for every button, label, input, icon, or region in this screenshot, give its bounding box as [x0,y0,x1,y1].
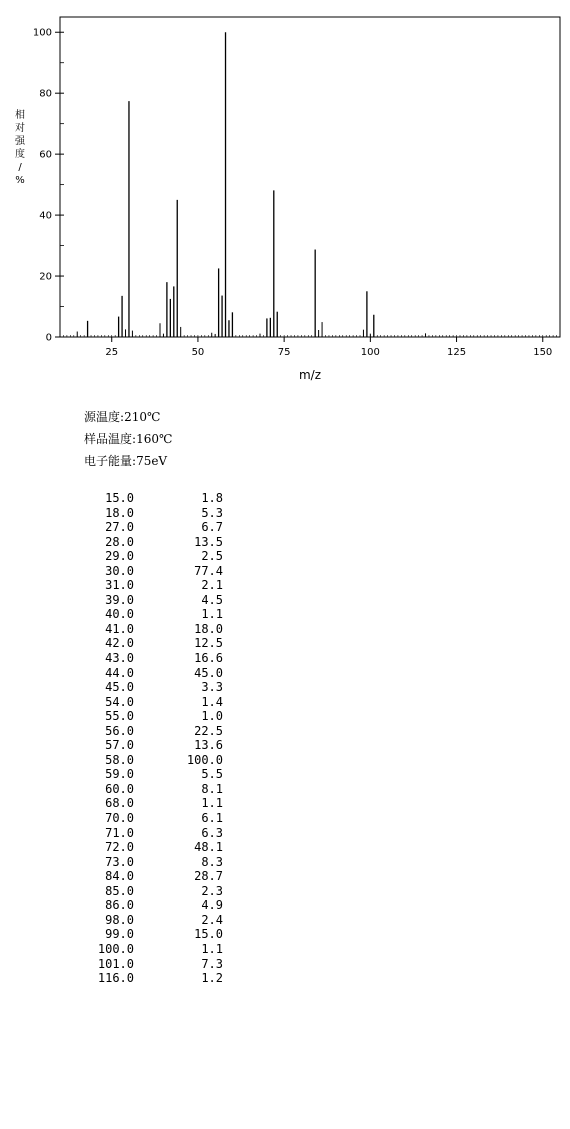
x-axis-label: m/z [298,368,322,382]
condition-row: 源温度:210℃ [84,410,161,424]
peak-row [80,593,223,608]
peak-row [80,942,223,957]
y-axis-label-char: 强 [15,136,25,147]
peak-row [80,782,223,797]
y-axis-label-char: % [15,175,25,186]
x-axis [105,337,552,358]
peak-row [80,855,223,870]
x-tick-label: 150 [533,347,553,358]
y-tick-label: 80 [39,88,52,100]
y-axis [33,28,64,344]
peak-mz: 57.0 [105,738,134,753]
peak-mz: 68.0 [105,796,134,811]
peak-row [80,927,223,942]
peak-row [80,636,223,651]
peak-intensity: 13.5 [194,534,223,549]
y-axis-label [15,108,26,186]
peak-mz: 100.0 [97,941,134,956]
plot-frame [60,17,560,337]
peak-row [80,826,223,841]
peak-intensity: 45.0 [194,665,223,680]
condition-label: 源温度 [84,410,121,424]
peak-row [80,869,223,884]
peak-intensity: 1.8 [201,491,223,505]
peak-mz: 43.0 [105,651,134,666]
peak-row [80,680,223,695]
peak-intensity: 12.5 [194,636,223,651]
peak-intensity: 3.3 [201,680,223,695]
peak-row [80,884,223,899]
peak-intensity: 2.4 [201,912,223,927]
peak-mz: 58.0 [105,752,134,767]
peak-mz: 70.0 [105,811,134,826]
condition-label: 样品温度 [84,432,133,446]
peak-row [80,971,223,986]
peak-row [80,651,223,666]
peak-row [80,666,223,681]
peak-mz: 59.0 [105,767,134,782]
y-axis-label-char: 相 [15,110,25,121]
peak-intensity: 4.9 [201,898,223,913]
peak-mz: 55.0 [105,709,134,724]
peak-row [80,913,223,928]
peak-intensity: 22.5 [194,723,223,738]
peak-row [80,491,223,506]
x-tick-label: 25 [105,347,119,358]
peak-mz: 29.0 [105,549,134,564]
peak-intensity: 6.1 [201,811,223,826]
peak-mz: 71.0 [105,825,134,840]
peak-row [80,709,223,724]
peak-row [80,695,223,710]
peak-intensity: 4.5 [201,592,223,607]
peak-intensity: 6.7 [201,520,223,535]
peak-intensity: 28.7 [194,869,223,884]
peak-row [80,578,223,593]
peak-row [80,898,223,913]
peak-row [80,622,223,637]
peak-row [80,549,223,564]
conditions-panel [84,406,172,472]
x-tick-label: 75 [277,347,291,358]
peak-intensity: 77.4 [194,563,223,578]
y-axis-label-char: / [18,162,22,173]
peak-mz: 45.0 [105,680,134,695]
peak-intensity: 18.0 [194,621,223,636]
peak-intensity: 8.3 [201,854,223,869]
peak-row [80,957,223,972]
peak-mz: 54.0 [105,694,134,709]
peak-mz: 30.0 [105,563,134,578]
peak-row [80,796,223,811]
peak-row [80,520,223,535]
peak-row [80,738,223,753]
peak-row [80,535,223,550]
x-tick-label: 100 [360,347,380,358]
peak-mz: 31.0 [105,578,134,593]
peak-row [80,753,223,768]
mass-spectrum-chart [0,0,570,390]
x-tick-label: 125 [447,347,467,358]
peak-row [80,506,223,521]
peak-mz: 86.0 [105,898,134,913]
peak-row [80,840,223,855]
condition-row: 样品温度:160℃ [84,432,173,446]
peak-intensity: 1.1 [201,941,223,956]
y-axis-label-char: 对 [15,123,25,134]
peak-mz: 72.0 [105,840,134,855]
y-axis-label-char: 度 [15,149,25,160]
peak-intensity: 2.1 [201,578,223,593]
peak-intensity: 2.5 [201,549,223,564]
peak-intensity: 5.5 [201,767,223,782]
peak-row [80,564,223,579]
peak-row [80,724,223,739]
peak-intensity: 1.2 [201,971,223,986]
peak-intensity: 2.3 [201,883,223,898]
peak-row [80,607,223,622]
peak-intensity: 15.0 [194,927,223,942]
peak-mz: 42.0 [105,636,134,651]
peak-mz: 39.0 [105,592,134,607]
peak-intensity: 100.0 [186,752,223,767]
peak-mz: 56.0 [105,723,134,738]
peak-mz: 84.0 [105,869,134,884]
peak-mz: 101.0 [97,956,134,971]
peak-mz: 116.0 [97,971,134,986]
peak-intensity: 1.1 [201,607,223,622]
peak-mz: 98.0 [105,912,134,927]
y-tick-label: 20 [39,271,52,283]
peak-mz: 15.0 [105,491,134,505]
y-tick-label: 100 [32,27,52,39]
peak-row [80,767,223,782]
peak-intensity: 16.6 [194,651,223,666]
peak-mz: 41.0 [105,621,134,636]
condition-row: 电子能量:75eV [84,454,168,468]
peak-mz: 28.0 [105,534,134,549]
peak-mz: 44.0 [105,665,134,680]
peak-intensity: 1.0 [201,709,223,724]
peak-table [80,491,223,986]
peak-intensity: 13.6 [194,738,223,753]
condition-value: 75eV [136,454,168,468]
peak-mz: 99.0 [105,927,134,942]
y-tick-label: 40 [39,210,52,222]
peak-intensity: 8.1 [201,781,223,796]
condition-label: 电子能量 [84,454,133,468]
peak-mz: 27.0 [105,520,134,535]
peak-intensity: 1.4 [201,694,223,709]
x-tick-label: 50 [191,347,205,358]
peak-intensity: 48.1 [194,840,223,855]
peak-intensity: 6.3 [201,825,223,840]
peak-mz: 60.0 [105,781,134,796]
peak-mz: 18.0 [105,505,134,520]
spectrum-bars [77,32,425,337]
peak-mz: 85.0 [105,883,134,898]
peak-intensity: 7.3 [201,956,223,971]
y-tick-label: 60 [39,149,52,161]
condition-value: 160℃ [136,432,173,446]
peak-intensity: 1.1 [201,796,223,811]
y-tick-label: 0 [45,332,52,344]
peak-mz: 40.0 [105,607,134,622]
peak-row [80,811,223,826]
peak-intensity: 5.3 [201,505,223,520]
peak-mz: 73.0 [105,854,134,869]
condition-value: 210℃ [124,410,161,424]
